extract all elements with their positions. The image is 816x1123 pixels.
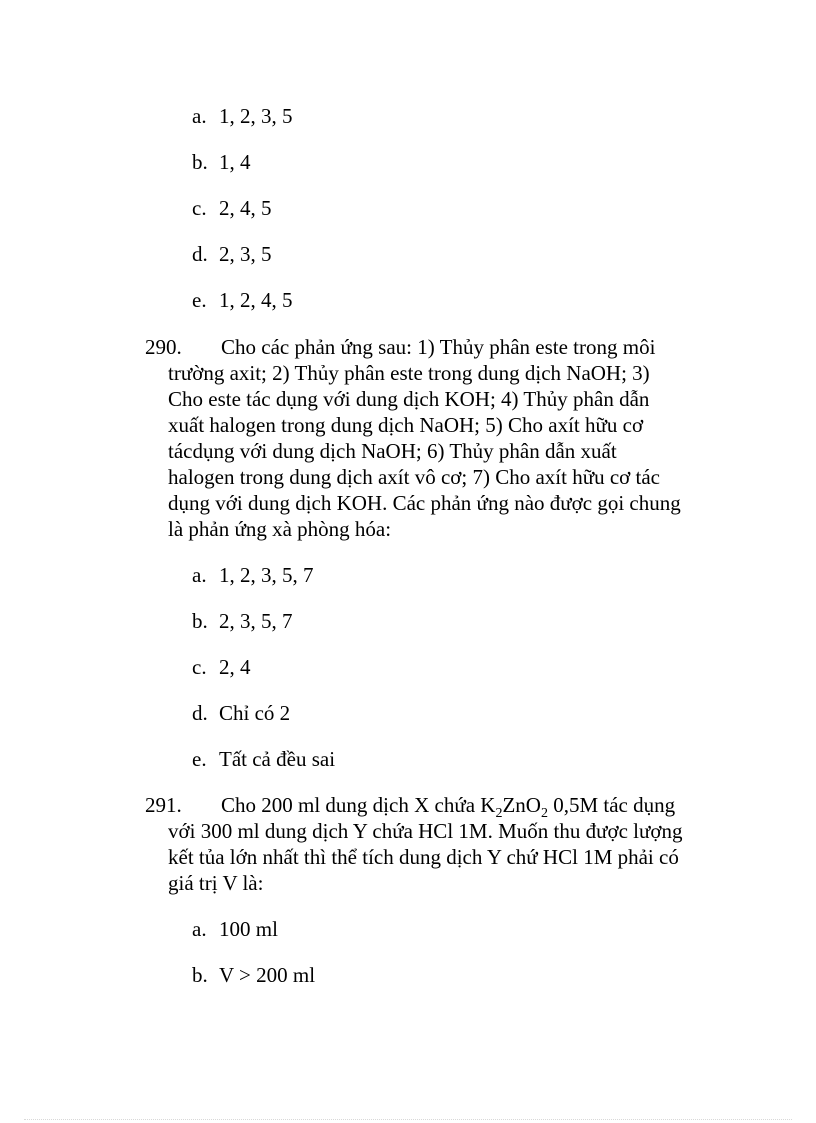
question-text-291 [168, 792, 698, 896]
formula-text: 0,5M tác dụng [547, 793, 676, 817]
question-line: dụng với dung dịch KOH. Các phản ứng nào được gọi chung [168, 491, 681, 515]
question-line: tácdụng với dung dịch NaOH; 6) Thủy phân dẫn xuất [168, 439, 617, 463]
option-text: 2, 3, 5, 7 [219, 609, 293, 633]
option-text: 1, 4 [219, 150, 251, 174]
subscript: 2 [540, 806, 548, 821]
formula-text: Cho 200 ml dung dịch X chứa K [221, 793, 496, 817]
option-text: 1, 2, 3, 5, 7 [219, 563, 314, 587]
option-b [192, 609, 293, 633]
option-e [192, 288, 293, 312]
option-letter: b. [192, 150, 208, 174]
option-text: Chỉ có 2 [219, 701, 291, 725]
option-text: 2, 3, 5 [219, 242, 272, 266]
subscript: 2 [495, 806, 503, 821]
option-d [192, 701, 290, 725]
option-text: 1, 2, 3, 5 [219, 104, 293, 128]
option-letter: b. [192, 609, 208, 633]
option-letter: d. [192, 242, 208, 266]
option-a [192, 563, 314, 587]
option-text: 2, 4, 5 [219, 196, 272, 220]
option-letter: c. [192, 196, 207, 220]
option-text: 2, 4 [219, 655, 251, 679]
question-line: Cho các phản ứng sau: 1) Thủy phân este trong môi [221, 335, 656, 359]
question-line: xuất halogen trong dung dịch NaOH; 5) Cho axít hữu cơ [168, 413, 644, 437]
question-number-291: 291. [145, 793, 182, 817]
option-text: 100 ml [219, 917, 278, 941]
question-line: với 300 ml dung dịch Y chứa HCl 1M. Muốn thu được lượng [168, 819, 683, 843]
page-bottom-rule [24, 1119, 792, 1120]
question-line-formula [168, 792, 698, 821]
option-a [192, 917, 278, 941]
option-letter: a. [192, 563, 207, 587]
option-letter: a. [192, 917, 207, 941]
option-c [192, 196, 272, 220]
question-line: là phản ứng xà phòng hóa: [168, 517, 392, 541]
option-text: V > 200 ml [219, 963, 316, 987]
question-line: Cho este tác dụng với dung dịch KOH; 4) Thủy phân dẫn [168, 387, 650, 411]
formula-text: ZnO [502, 793, 541, 817]
option-e [192, 747, 335, 771]
option-letter: e. [192, 288, 207, 312]
option-b [192, 150, 251, 174]
option-text: 1, 2, 4, 5 [219, 288, 293, 312]
question-line: halogen trong dung dịch axít vô cơ; 7) Cho axít hữu cơ tác [168, 465, 660, 489]
option-letter: a. [192, 104, 207, 128]
option-letter: e. [192, 747, 207, 771]
option-text: Tất cả đều sai [219, 747, 336, 771]
question-line: giá trị V là: [168, 871, 264, 895]
question-line: trường axit; 2) Thủy phân este trong dung dịch NaOH; 3) [168, 361, 650, 385]
option-letter: c. [192, 655, 207, 679]
option-b [192, 963, 315, 987]
question-text-290 [168, 334, 698, 542]
option-c [192, 655, 251, 679]
question-line: kết tủa lớn nhất thì thể tích dung dịch Y chứ HCl 1M phải có [168, 845, 679, 869]
option-letter: b. [192, 963, 208, 987]
option-letter: d. [192, 701, 208, 725]
option-a [192, 104, 293, 128]
option-d [192, 242, 272, 266]
question-number-290: 290. [145, 335, 182, 359]
